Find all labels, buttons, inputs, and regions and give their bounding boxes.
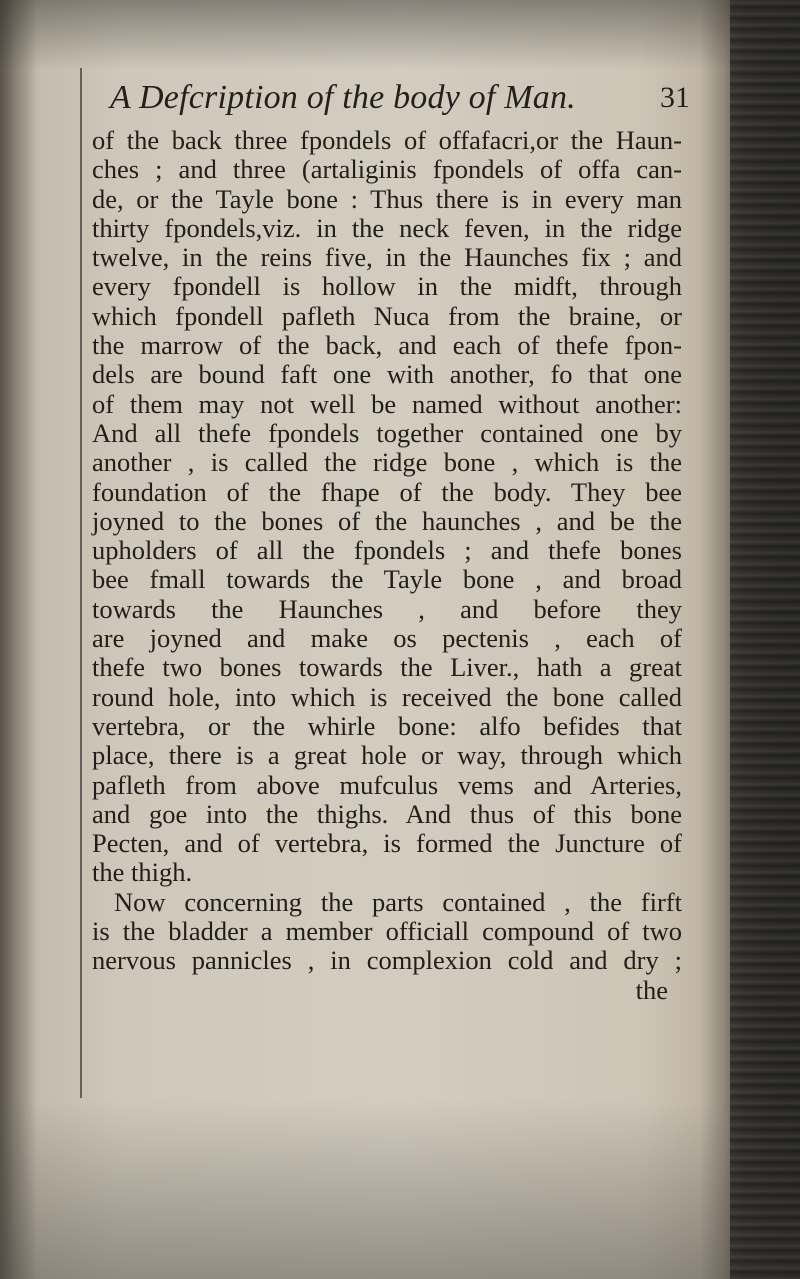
running-header: [110, 78, 690, 118]
text-line: vertebra, or the whirle bone: alfo befides that: [92, 710, 682, 741]
page-text-block: [92, 0, 690, 1279]
text-line: the thigh.: [92, 857, 193, 888]
text-line: dels are bound faft one with another, fo that one: [92, 359, 682, 390]
text-line: de, or the Tayle bone : Thus there is in every man: [92, 183, 682, 214]
text-line: Now concerning the parts contained , the firft: [114, 886, 682, 917]
text-line: is the bladder a member officiall compound of two: [92, 916, 682, 947]
running-title: A Defcription of the body of Man.: [110, 79, 576, 116]
catchword: the: [635, 974, 668, 1005]
text-line: joyned to the bones of the haunches , and be the: [92, 505, 682, 536]
text-line: nervous pannicles , in complexion cold and dry ;: [92, 945, 682, 976]
margin-rule: [80, 68, 82, 1098]
text-line: foundation of the fhape of the body. They bee: [92, 476, 682, 507]
text-line: of them may not well be named without another:: [92, 388, 682, 419]
text-line: ches ; and three (artaliginis fpondels of offa can-: [92, 154, 682, 185]
text-line: twelve, in the reins five, in the Haunches fix ; and: [92, 242, 682, 273]
text-line: bee fmall towards the Tayle bone , and broad: [92, 564, 682, 595]
text-line: And all thefe fpondels together contained one by: [92, 417, 682, 448]
text-line: pafleth from above mufculus vems and Arteries,: [92, 769, 682, 800]
text-line: which fpondell pafleth Nuca from the braine, or: [92, 300, 682, 331]
text-line: Pecten, and of vertebra, is formed the Juncture of: [92, 828, 682, 859]
text-line: and goe into the thighs. And thus of this bone: [92, 798, 682, 829]
text-line: upholders of all the fpondels ; and thefe bones: [92, 535, 682, 566]
body-text: [92, 126, 682, 1005]
text-line: thirty fpondels,viz. in the neck feven, in the ridge: [92, 212, 682, 243]
text-line: another , is called the ridge bone , which is the: [92, 447, 682, 478]
gutter-shadow: [0, 0, 36, 1279]
text-line: of the back three fpondels of offafacri,or the Haun-: [92, 125, 682, 155]
text-line: round hole, into which is received the bone called: [92, 681, 682, 712]
page-number: 31: [660, 81, 690, 114]
text-line: are joyned and make os pectenis , each of: [92, 623, 682, 654]
page-edge-stack: [730, 0, 800, 1279]
text-line: thefe two bones towards the Liver., hath a great: [92, 652, 682, 683]
text-line: place, there is a great hole or way, through which: [92, 740, 682, 771]
text-line: every fpondell is hollow in the midft, through: [92, 271, 682, 302]
text-line: the marrow of the back, and each of thefe fpon-: [92, 330, 682, 361]
text-line: towards the Haunches , and before they: [92, 593, 682, 624]
